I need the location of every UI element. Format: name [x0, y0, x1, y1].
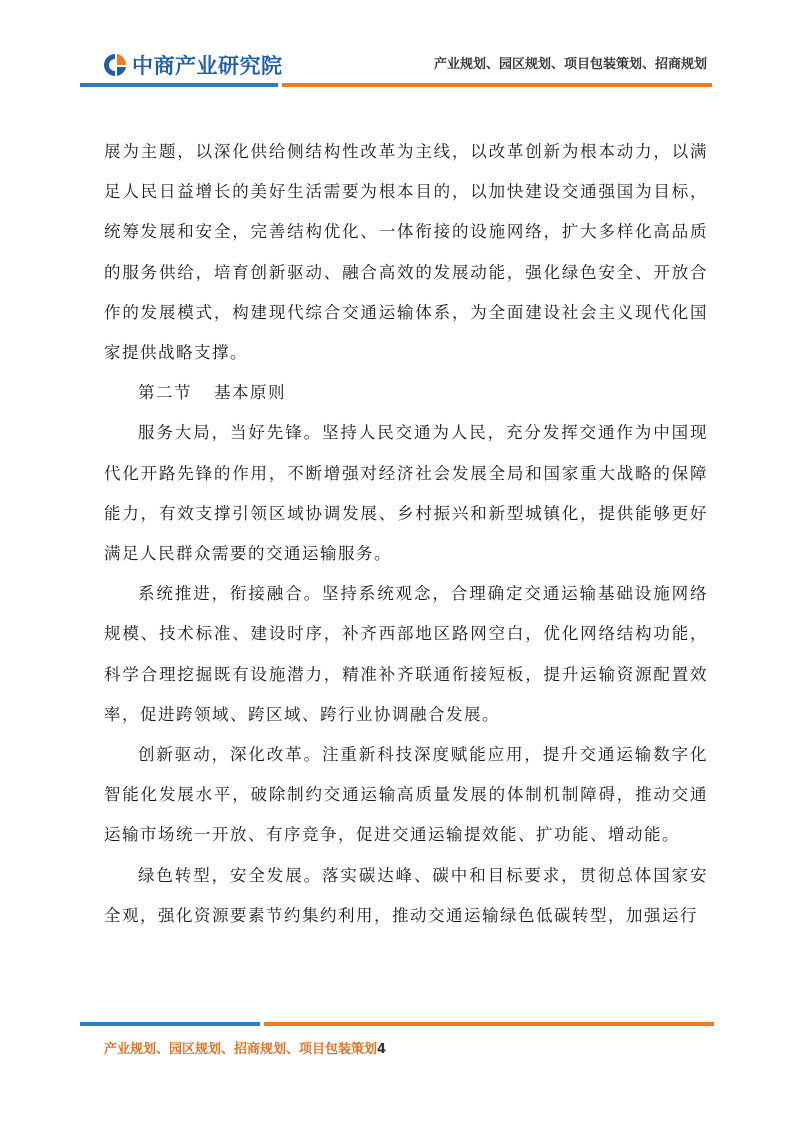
logo[interactable]: [102, 50, 283, 80]
paragraph: 展为主题，以深化供给侧结构性改革为主线，以改革创新为根本动力，以满足人民日益增长的美好生活需要为根本目的，以加快建设交通强国为目标，统筹发展和安全，完善结构优化、一体衔接的设施网络，扩大多样化高品质的服务供给，培育创新驱动、融合高效的发展动能，强化绿色安全、开放合作的发展模式，构建现代综合交通运输体系，为全面建设社会主义现代化国家提供战略支撑。: [104, 142, 708, 363]
logo-icon: [102, 52, 128, 78]
paragraph: 创新驱动，深化改革。注重新科技深度赋能应用，提升交通运输数字化智能化发展水平，破除制约交通运输高质量发展的体制机制障碍，推动交通运输市场统一开放、有序竞争，促进交通运输提效能、扩功能、增动能。: [104, 745, 708, 845]
footer-tagline: 产业规划、园区规划、招商规划、项目包装策划: [104, 1042, 378, 1057]
paragraph: 服务大局，当好先锋。坚持人民交通为人民，充分发挥交通作为中国现代化开路先锋的作用，不断增强对经济社会发展全局和国家重大战略的保障能力，有效支撑引领区域协调发展、乡村振兴和新型城镇化，提供能够更好满足人民群众需要的交通运输服务。: [104, 423, 708, 564]
paragraph: 系统推进，衔接融合。坚持系统观念，合理确定交通运输基础设施网络规模、技术标准、建设时序，补齐西部地区路网空白，优化网络结构功能，科学合理挖掘既有设施潜力，精准补齐联通衔接短板，提升运输资源配置效率，促进跨领域、跨区域、跨行业协调融合发展。: [104, 584, 708, 724]
header-divider-orange: [282, 83, 712, 87]
section-title: 基本原则: [214, 383, 286, 403]
header-divider-blue: [80, 83, 278, 87]
footer-divider-orange: [264, 1022, 714, 1026]
section-number: 第二节: [138, 383, 192, 403]
paragraph: 绿色转型，安全发展。落实碳达峰、碳中和目标要求，贯彻总体国家安全观，强化资源要素节约集约利用，推动交通运输绿色低碳转型，加强运行: [104, 865, 708, 925]
page-footer: [104, 1038, 386, 1057]
section-heading: [104, 373, 708, 413]
document-body: [104, 132, 708, 936]
footer-divider-blue: [80, 1022, 260, 1026]
page-number: 4: [377, 1042, 387, 1057]
header-tagline: 产业规划、园区规划、项目包装策划、招商规划: [433, 57, 707, 72]
page-header: [0, 0, 793, 100]
logo-text: 中商产业研究院: [132, 54, 283, 78]
